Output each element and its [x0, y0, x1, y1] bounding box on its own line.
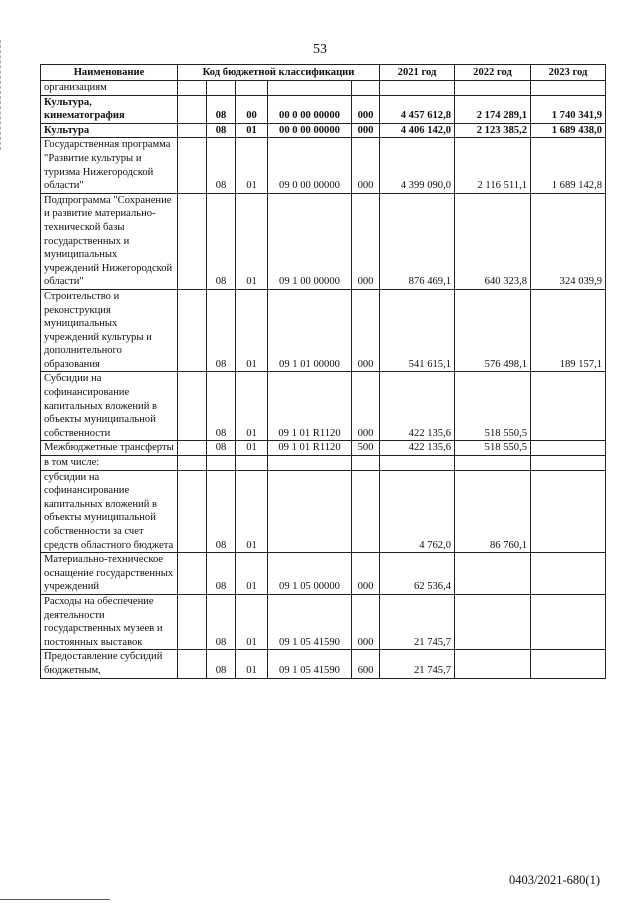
- row-2021: 4 406 142,0: [380, 123, 455, 138]
- header-2023: 2023 год: [531, 65, 606, 81]
- row-section: 08: [207, 289, 236, 372]
- table-row: [41, 372, 606, 441]
- row-target: 09 1 01 R1120: [268, 441, 352, 456]
- table-row: [41, 138, 606, 193]
- row-section: 08: [207, 441, 236, 456]
- row-expense-type: 500: [352, 441, 380, 456]
- empty-cell: [178, 123, 207, 138]
- row-target: 09 0 00 00000: [268, 138, 352, 193]
- row-name: Межбюджетные трансферты: [41, 441, 178, 456]
- row-subsection: 01: [236, 470, 268, 553]
- row-2022: [455, 650, 531, 678]
- row-2022: [455, 553, 531, 595]
- row-subsection: 01: [236, 193, 268, 289]
- row-section: 08: [207, 372, 236, 441]
- row-2023: 324 039,9: [531, 193, 606, 289]
- empty-cell: [178, 456, 207, 471]
- row-section: [207, 456, 236, 471]
- row-2021: 21 745,7: [380, 594, 455, 649]
- row-expense-type: 000: [352, 95, 380, 123]
- row-name: Культура: [41, 123, 178, 138]
- row-expense-type: 000: [352, 289, 380, 372]
- row-2021: 422 135,6: [380, 441, 455, 456]
- budget-table: [40, 64, 606, 679]
- row-2021: 422 135,6: [380, 372, 455, 441]
- row-subsection: 01: [236, 594, 268, 649]
- row-2021: [380, 81, 455, 96]
- row-2021: 62 536,4: [380, 553, 455, 595]
- row-2022: 576 498,1: [455, 289, 531, 372]
- table-row: [41, 650, 606, 678]
- row-target: 09 1 05 00000: [268, 553, 352, 595]
- row-subsection: [236, 81, 268, 96]
- row-subsection: 01: [236, 138, 268, 193]
- empty-cell: [178, 289, 207, 372]
- row-2022: [455, 456, 531, 471]
- row-2023: [531, 594, 606, 649]
- row-2022: 86 760,1: [455, 470, 531, 553]
- row-target: [268, 470, 352, 553]
- row-subsection: [236, 456, 268, 471]
- header-2022: 2022 год: [455, 65, 531, 81]
- row-section: 08: [207, 123, 236, 138]
- table-row: [41, 289, 606, 372]
- empty-cell: [178, 553, 207, 595]
- row-section: 08: [207, 138, 236, 193]
- table-row: [41, 470, 606, 553]
- row-2023: 1 740 341,9: [531, 95, 606, 123]
- row-section: 08: [207, 650, 236, 678]
- table-row: [41, 456, 606, 471]
- row-expense-type: 000: [352, 138, 380, 193]
- row-name: организациям: [41, 81, 178, 96]
- row-2022: 2 116 511,1: [455, 138, 531, 193]
- table-row: [41, 95, 606, 123]
- row-expense-type: [352, 81, 380, 96]
- document-code: 0403/2021-680(1): [509, 873, 600, 887]
- row-expense-type: 000: [352, 594, 380, 649]
- row-name: Государственная программа "Развитие культуры и туризма Нижегородской области": [41, 138, 178, 193]
- row-name: Материально-техническое оснащение государственных учреждений: [41, 553, 178, 595]
- empty-cell: [178, 441, 207, 456]
- row-section: 08: [207, 193, 236, 289]
- row-target: [268, 81, 352, 96]
- row-name: Подпрограмма "Сохранение и развитие материально-технической базы государственных и муниципальных учреждений Нижегородской области": [41, 193, 178, 289]
- row-target: 09 1 05 41590: [268, 650, 352, 678]
- bottom-divider: [0, 899, 110, 900]
- table-row: [41, 594, 606, 649]
- row-subsection: 01: [236, 553, 268, 595]
- row-section: [207, 81, 236, 96]
- row-target: 09 1 01 R1120: [268, 372, 352, 441]
- empty-cell: [178, 138, 207, 193]
- row-name: Расходы на обеспечение деятельности государственных музеев и постоянных выставок: [41, 594, 178, 649]
- row-subsection: 01: [236, 650, 268, 678]
- row-2023: 1 689 142,8: [531, 138, 606, 193]
- row-expense-type: 000: [352, 553, 380, 595]
- table-row: [41, 193, 606, 289]
- table-row: [41, 553, 606, 595]
- row-target: 00 0 00 00000: [268, 123, 352, 138]
- row-2022: 2 174 289,1: [455, 95, 531, 123]
- row-target: 09 1 01 00000: [268, 289, 352, 372]
- page-number: 53: [313, 42, 327, 57]
- row-2023: [531, 372, 606, 441]
- row-2021: 541 615,1: [380, 289, 455, 372]
- row-2023: [531, 441, 606, 456]
- row-2023: 189 157,1: [531, 289, 606, 372]
- row-name: Культура, кинематография: [41, 95, 178, 123]
- row-expense-type: 000: [352, 372, 380, 441]
- table-row: [41, 123, 606, 138]
- row-2022: 518 550,5: [455, 372, 531, 441]
- row-expense-type: [352, 470, 380, 553]
- row-2023: [531, 553, 606, 595]
- row-expense-type: 000: [352, 193, 380, 289]
- header-2021: 2021 год: [380, 65, 455, 81]
- row-2023: 1 689 438,0: [531, 123, 606, 138]
- row-subsection: 00: [236, 95, 268, 123]
- row-2021: [380, 456, 455, 471]
- row-subsection: 01: [236, 289, 268, 372]
- empty-cell: [178, 470, 207, 553]
- row-2021: 21 745,7: [380, 650, 455, 678]
- row-section: 08: [207, 594, 236, 649]
- row-section: 08: [207, 95, 236, 123]
- row-expense-type: 000: [352, 123, 380, 138]
- empty-cell: [178, 95, 207, 123]
- row-2022: [455, 594, 531, 649]
- empty-cell: [178, 193, 207, 289]
- row-target: 09 1 05 41590: [268, 594, 352, 649]
- row-section: 08: [207, 470, 236, 553]
- row-2022: 640 323,8: [455, 193, 531, 289]
- row-2022: [455, 81, 531, 96]
- row-2021: 4 399 090,0: [380, 138, 455, 193]
- row-expense-type: 600: [352, 650, 380, 678]
- row-subsection: 01: [236, 441, 268, 456]
- row-expense-type: [352, 456, 380, 471]
- row-name: Строительство и реконструкция муниципальных учреждений культуры и дополнительного образования: [41, 289, 178, 372]
- row-section: 08: [207, 553, 236, 595]
- empty-cell: [178, 372, 207, 441]
- row-2023: [531, 456, 606, 471]
- row-2023: [531, 470, 606, 553]
- empty-cell: [178, 594, 207, 649]
- row-2022: 518 550,5: [455, 441, 531, 456]
- row-subsection: 01: [236, 372, 268, 441]
- empty-cell: [178, 81, 207, 96]
- table-row: [41, 441, 606, 456]
- empty-cell: [178, 650, 207, 678]
- table-row: [41, 81, 606, 96]
- row-target: [268, 456, 352, 471]
- row-2021: 4 457 612,8: [380, 95, 455, 123]
- row-target: 00 0 00 00000: [268, 95, 352, 123]
- row-name: Предоставление субсидий бюджетным,: [41, 650, 178, 678]
- row-2021: 4 762,0: [380, 470, 455, 553]
- row-2023: [531, 650, 606, 678]
- row-target: 09 1 00 00000: [268, 193, 352, 289]
- table-header-row: [41, 65, 606, 81]
- row-name: в том числе:: [41, 456, 178, 471]
- row-name: субсидии на софинансирование капитальных вложений в объекты муниципальной собственности за счет средств областного бюджета: [41, 470, 178, 553]
- row-2021: 876 469,1: [380, 193, 455, 289]
- row-name: Субсидии на софинансирование капитальных вложений в объекты муниципальной собственности: [41, 372, 178, 441]
- header-code: Код бюджетной классификации: [178, 65, 380, 81]
- row-2023: [531, 81, 606, 96]
- row-subsection: 01: [236, 123, 268, 138]
- header-name: Наименование: [41, 65, 178, 81]
- row-2022: 2 123 385,2: [455, 123, 531, 138]
